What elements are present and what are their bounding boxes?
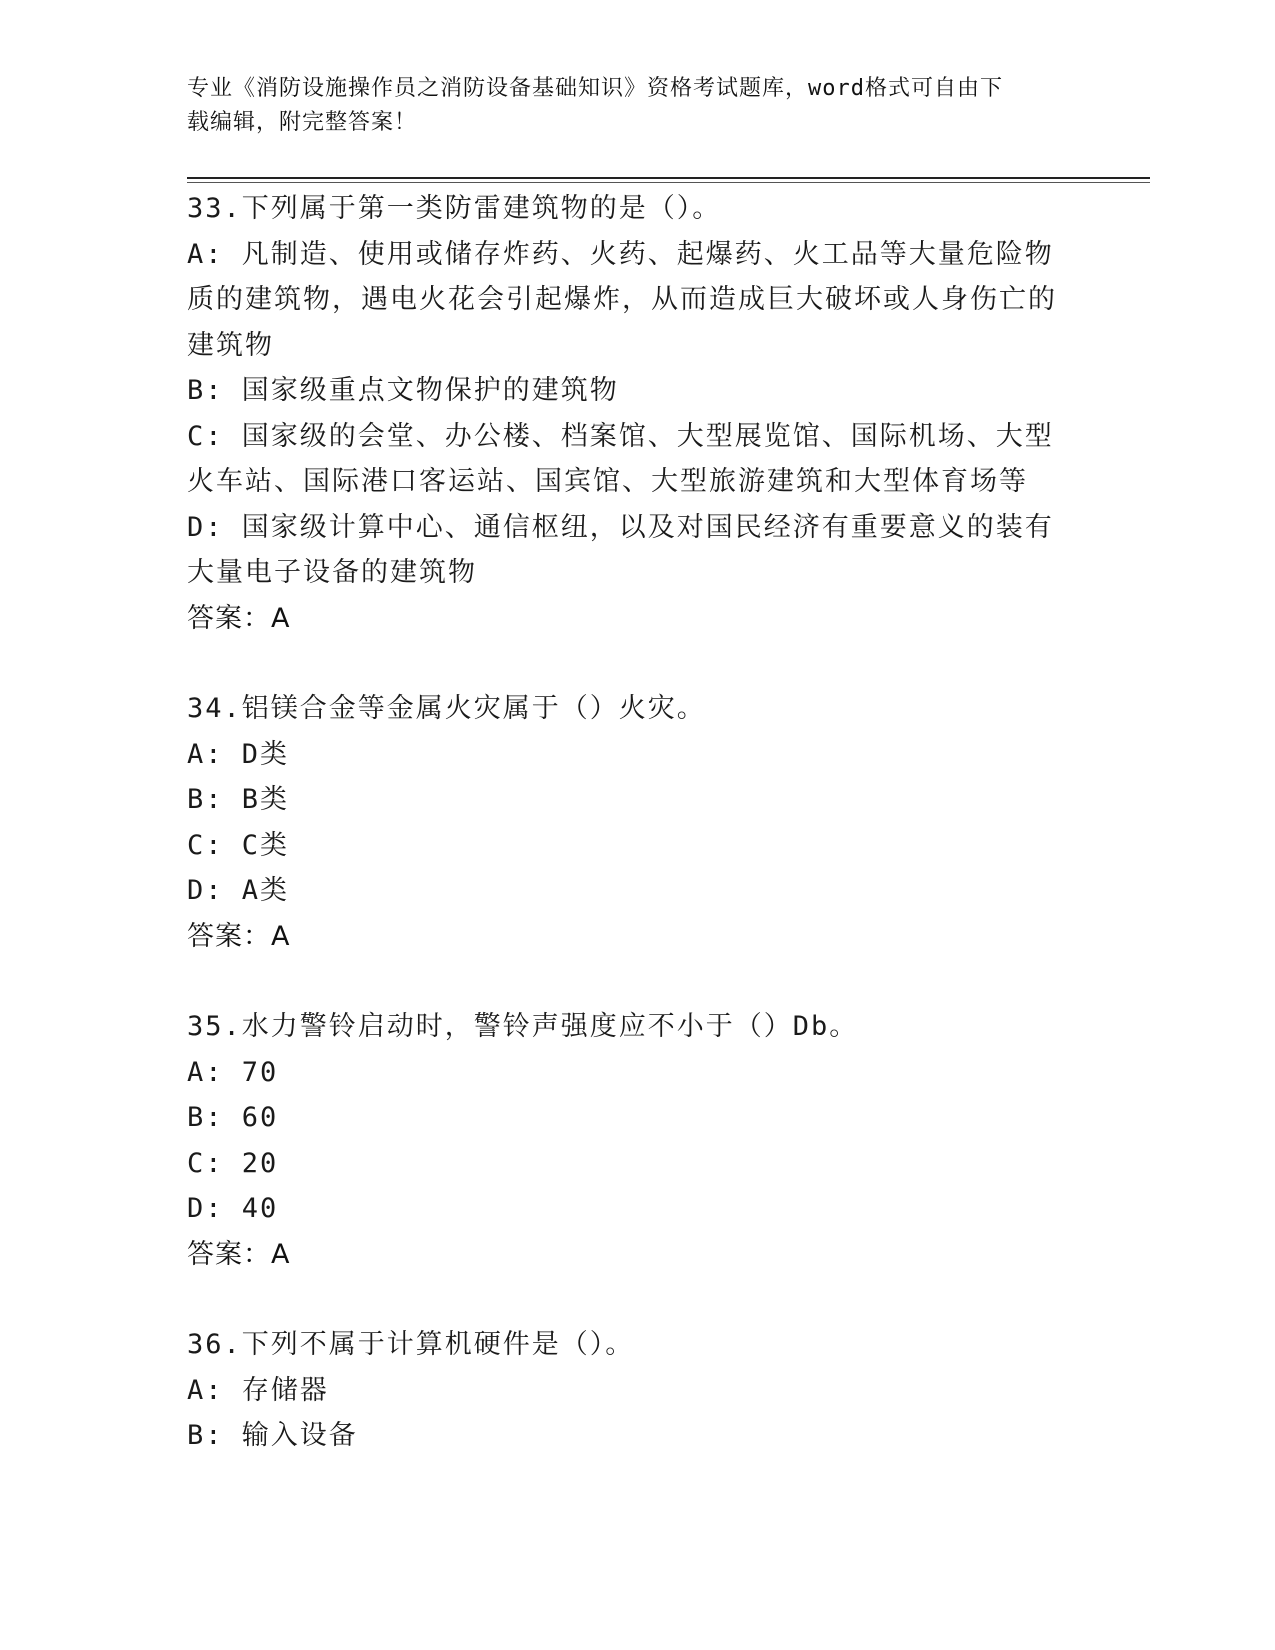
question-35 bbox=[187, 1004, 1067, 1277]
option-b: B: 60 bbox=[187, 1102, 279, 1133]
answer-line: 答案：A bbox=[187, 602, 291, 634]
option-a: A: D类 bbox=[187, 738, 290, 770]
option-c: C: C类 bbox=[187, 829, 290, 861]
option-a: A: 存储器 bbox=[187, 1374, 329, 1406]
option-d: D: 国家级计算中心、通信枢纽，以及对国民经济有重要意义的装有大量电子设备的建筑物 bbox=[187, 511, 1054, 588]
question-34 bbox=[187, 686, 1067, 959]
question-stem: 35.水力警铃启动时，警铃声强度应不小于（）Db。 bbox=[187, 1011, 859, 1042]
question-33 bbox=[187, 186, 1067, 641]
question-stem: 36.下列不属于计算机硬件是（）。 bbox=[187, 1329, 635, 1360]
question-list bbox=[187, 186, 1067, 1504]
option-c: C: 国家级的会堂、办公楼、档案馆、大型展览馆、国际机场、大型火车站、国际港口客运站、国宾馆、大型旅游建筑和大型体育场等 bbox=[187, 420, 1054, 497]
header-divider-thin bbox=[187, 182, 1150, 183]
option-a: A: 70 bbox=[187, 1056, 279, 1088]
option-b: B: 输入设备 bbox=[187, 1420, 358, 1451]
answer-line: 答案：A bbox=[187, 1238, 291, 1270]
option-d: D: 40 bbox=[187, 1193, 279, 1224]
answer-line: 答案：A bbox=[187, 920, 291, 952]
document-header bbox=[187, 72, 1067, 140]
option-b: B: B类 bbox=[187, 784, 290, 815]
option-d: D: A类 bbox=[187, 875, 290, 906]
question-stem: 34.铝镁合金等金属火灾属于（）火灾。 bbox=[187, 693, 706, 724]
question-stem: 33.下列属于第一类防雷建筑物的是（）。 bbox=[187, 193, 722, 224]
header-line-2: 载编辑，附完整答案！ bbox=[187, 110, 418, 135]
option-b: B: 国家级重点文物保护的建筑物 bbox=[187, 375, 619, 406]
header-divider bbox=[187, 177, 1150, 179]
option-a: A: 凡制造、使用或储存炸药、火药、起爆药、火工品等大量危险物质的建筑物，遇电火花会引起爆炸，从而造成巨大破坏或人身伤亡的建筑物 bbox=[187, 238, 1057, 361]
question-36 bbox=[187, 1322, 1067, 1459]
option-c: C: 20 bbox=[187, 1147, 279, 1179]
header-line-1: 专业《消防设施操作员之消防设备基础知识》资格考试题库，word格式可自由下 bbox=[187, 76, 1003, 101]
